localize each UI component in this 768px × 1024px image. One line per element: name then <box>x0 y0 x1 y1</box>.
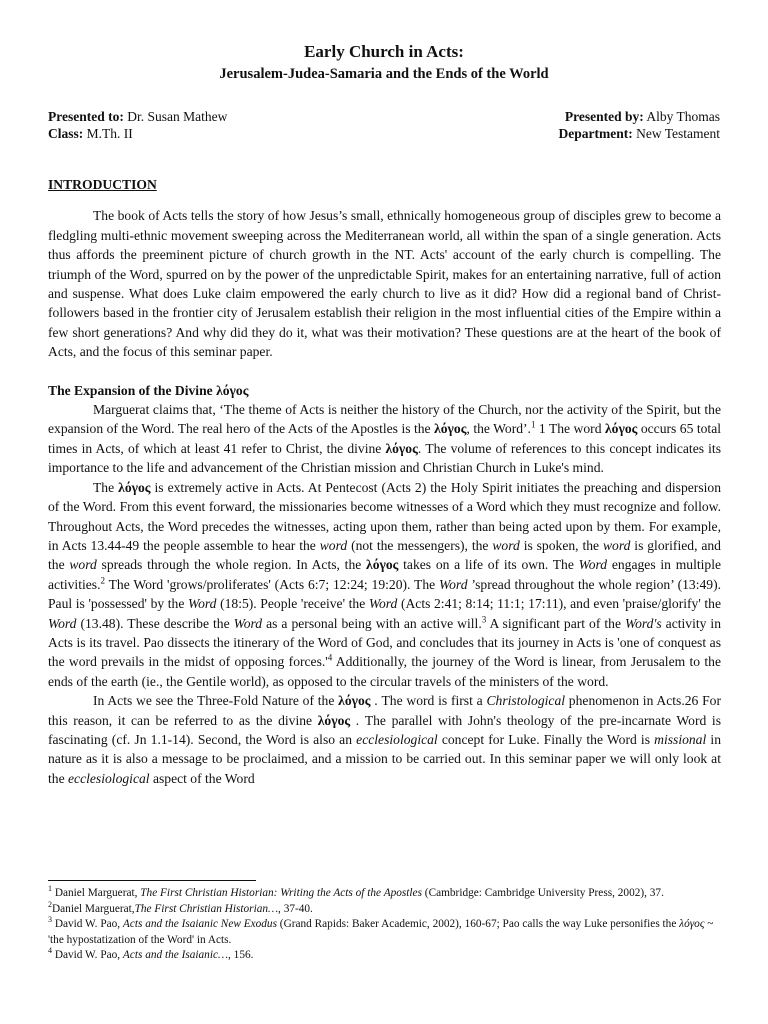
presented-to-label: Presented to: <box>48 109 124 124</box>
presented-to-value: Dr. Susan Mathew <box>127 109 228 124</box>
class-value: M.Th. II <box>86 126 133 141</box>
text-run: , the Word’. <box>466 421 531 437</box>
greek-logos: λόγος <box>366 557 399 573</box>
italic-word: ecclesiological <box>356 731 438 747</box>
text-run: 1 The word <box>535 421 602 437</box>
presenter-info-left <box>48 108 227 142</box>
text-run: spreads through the whole region. In Acts, the <box>96 557 362 573</box>
text-run: In Acts we see the Three-Fold Nature of the <box>93 693 335 709</box>
expansion-heading <box>48 381 721 400</box>
footnote-ref-2[interactable]: 2 <box>100 575 105 586</box>
text-run: ~ 'the hypostatization of the Word' in Acts. <box>48 918 714 946</box>
footnote-1 <box>48 886 721 902</box>
italic-word: ecclesiological <box>68 770 150 786</box>
citation-title: Acts and the Isaianic… <box>122 949 229 962</box>
text-run: ’spread throughout the whole region’ (13:49). Paul is 'possessed' by the <box>48 576 722 612</box>
italic-word: word <box>602 537 631 553</box>
document-title: Early Church in Acts: <box>304 42 464 61</box>
text-run: as a personal being with an active will. <box>262 615 482 631</box>
introduction-paragraph: The book of Acts tells the story of how Jesus’s small, ethnically homogeneous group of disciples grew to become a fledgling multi-ethnic movement sweeping across the Mediterranean world, all within the span of a single generation. Acts thus affords the preeminent picture of church growth in the NT. Acts' account of the early church is compelling. The triumph of the Word, spurred on by the power of the unpredictable Spirit, makes for an entertaining narrative, full of action and suspense. What does Luke claim empowered the early church to live as it did? How did a regional band of Christ-followers based in the frontier city of Jerusalem establish their religion in the most influential cities of the Empire within a few short generations? And why did they do it, what was their motivation? These questions are at the heart of the book of Acts, and the focus of this seminar paper. <box>48 208 721 360</box>
text-run: (18:5). People 'receive' the <box>216 596 369 612</box>
class-row <box>48 125 227 142</box>
italic-word: missional <box>654 731 707 747</box>
text-run: phenomenon in Acts.26 For this reason, it can be referred to as the divine <box>48 693 721 728</box>
text-run: concept for Luke. Finally the Word is <box>437 731 655 747</box>
document-subtitle: Jerusalem-Judea-Samaria and the Ends of the World <box>219 66 549 82</box>
text-run: Daniel Marguerat, <box>52 902 135 915</box>
department-row <box>558 125 720 142</box>
text-run: (Grand Rapids: Baker Academic, 2002), 160-67; Pao calls the way Luke personifies the <box>276 918 680 931</box>
text-run: Daniel Marguerat, <box>52 887 141 899</box>
greek-logos: λόγος <box>604 421 638 437</box>
footnote-number: 4 <box>48 946 52 956</box>
text-run: engages in multiple activities. <box>48 557 722 592</box>
presented-by-value: Alby Thomas <box>646 109 720 124</box>
expansion-paragraph-2 <box>48 478 721 691</box>
italic-word: word <box>69 557 97 573</box>
citation-title: The First Christian Historian… <box>134 902 279 915</box>
footnote-number: 2 <box>48 899 52 909</box>
footnote-ref-4[interactable]: 4 <box>327 652 333 663</box>
footnote-ref-1[interactable]: 1 <box>530 419 536 430</box>
citation-title: Acts and the Isaianic New Exodus <box>122 918 277 931</box>
italic-word: word <box>492 537 520 553</box>
text-run: (Acts 2:41; 8:14; 11:1; 17:11), and even 'praise/glorify' the <box>397 596 721 612</box>
text-run: Marguerat claims that, ‘The theme of Acts is neither the history of the Church, nor the activity of the Spirit, but the expansion of the Word. The real hero of the Acts of the Apostles is the <box>48 402 721 437</box>
text-run: The <box>93 479 115 495</box>
presenter-info-right <box>558 108 720 142</box>
text-run: is extremely active in Acts. At Pentecost (Acts 2) the Holy Spirit initiates the preaching and dispersion of the Word. From this event forward, the missionaries become witnesses of a Word which they must recognize and follow. Throughout Acts, the Word precedes the witnesses, acting upon them, rather than being acted upon by them. For example, in Acts 13.44-49 the people assemble to hear the <box>48 479 721 553</box>
expansion-heading-text: The Expansion of the Divine <box>48 382 213 398</box>
footnote-2 <box>48 899 721 918</box>
italic-word: Christological <box>486 693 566 709</box>
italic-word: Word <box>233 615 263 631</box>
greek-logos: λόγος <box>338 693 371 709</box>
text-run: David W. Pao, <box>52 949 123 962</box>
footnote-ref-3[interactable]: 3 <box>481 614 487 624</box>
text-run: The Word 'grows/proliferates' (Acts 6:7; 12:24; 19:20). The <box>104 576 440 592</box>
footnotes <box>48 886 721 964</box>
italic-word: word <box>319 537 348 553</box>
text-run: is spoken, the <box>519 537 603 553</box>
text-run: A significant part of the <box>486 615 625 631</box>
text-run: takes on a life of its own. The <box>398 557 579 573</box>
department-label: Department: <box>558 126 633 141</box>
text-run: . The parallel with John's theology of the pre-incarnate Word is fascinating (cf. Jn 1.1-14). Second, the Word is also an <box>48 712 722 747</box>
text-run: Additionally, the journey of the Word is linear, from Jerusalem to the ends of the earth (ie., the Gentile world), as opposed to the circular travels of the ministers of the word. <box>48 654 721 689</box>
text-run: activity in Acts is its travel. Pao dissects the itinerary of the Word of God, and concludes that its journey in Acts is 'one of conquest as the word prevails in the midst of opposing forces.' <box>48 615 722 670</box>
greek-logos: λόγος <box>118 479 151 495</box>
footnote-4 <box>48 948 721 964</box>
citation-title: The First Christian Historian: Writing the Acts of the Apostles <box>140 887 422 899</box>
italic-word: Word <box>188 596 217 612</box>
italic-word: Word <box>578 557 608 573</box>
footnote-number: 3 <box>48 915 52 925</box>
footnote-number: 1 <box>48 884 52 894</box>
text-run: (13.48). These describe the <box>76 615 234 631</box>
presented-by-label: Presented by: <box>564 109 644 124</box>
greek-logos: λόγος <box>434 421 467 437</box>
text-run: David W. Pao, <box>52 918 123 931</box>
text-run: . The volume of references to this concept indicates its importance to the life and advancement of the Christian mission and Christian Church in Luke's mind. <box>48 440 721 476</box>
text-run: occurs 65 total times in Acts, of which at least 41 refer to Christ, the divine <box>48 421 722 456</box>
expansion-heading-greek: λόγος <box>216 382 249 398</box>
italic-word: Word's <box>625 615 662 631</box>
class-label: Class: <box>48 126 84 141</box>
text-run: (not the messengers), the <box>347 537 493 553</box>
text-run: . The word is first a <box>370 693 487 709</box>
footnote-3 <box>48 917 721 948</box>
document-body <box>48 175 721 788</box>
citation-greek: λόγος <box>679 918 705 931</box>
text-run: , 156. <box>228 949 254 962</box>
text-run: in nature as it is also a message to be proclaimed, and a mission to be carried out. In this seminar paper we will only look at the <box>48 731 721 786</box>
greek-logos: λόγος <box>317 712 351 728</box>
italic-word: Word <box>48 615 77 631</box>
greek-logos: λόγος <box>385 440 418 456</box>
italic-word: Word <box>439 576 468 592</box>
department-value: New Testament <box>636 126 720 141</box>
presented-by-row <box>558 108 720 125</box>
text-run: is glorified, and the <box>48 537 721 573</box>
footnote-divider <box>48 880 256 881</box>
text-run: (Cambridge: Cambridge University Press, 2002), 37. <box>421 887 664 899</box>
text-run: aspect of the Word <box>149 770 255 786</box>
italic-word: Word <box>368 596 398 612</box>
expansion-paragraph-1 <box>48 400 721 478</box>
text-run: , 37-40. <box>278 902 313 915</box>
introduction-heading: INTRODUCTION <box>48 177 157 192</box>
presented-to-row <box>48 108 227 125</box>
expansion-paragraph-3 <box>48 691 721 788</box>
